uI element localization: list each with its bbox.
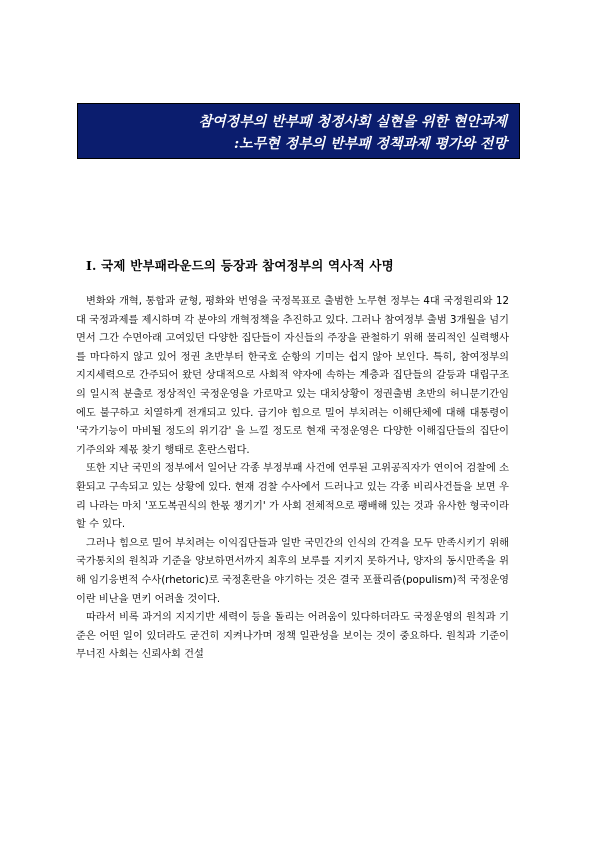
paragraph: 그러나 힘으로 밀어 부치려는 이익집단들과 일반 국민간의 인식의 간격을 모두 만족시키기 위해 국가통치의 원칙과 기준을 양보하면서까지 최후의 보루를 지키지 못하거나, 양자의 동시만족을 위해 임기응변적 수사(rhetoric)로 국정혼란을 야기하는 것은 결국 포퓰리즘(populism)적 국정운영이란 비난을 면키 어려울 것이다. <box>76 537 509 605</box>
title-line-1: 참여정부의 반부패 청정사회 실현을 위한 현안과제 <box>198 114 507 130</box>
section-heading: Ⅰ. 국제 반부패라운드의 등장과 참여정부의 역사적 사명 <box>86 258 394 273</box>
body-text <box>76 293 509 665</box>
paragraph: 또한 지난 국민의 정부에서 일어난 각종 부정부패 사건에 연루된 고위공직자가 연이어 검찰에 소환되고 구속되고 있는 상황에 있다. 현재 검찰 수사에서 드러나고 있는 각종 비리사건들을 보면 우리 나라는 마치 '포도복권식의 한몫 챙기기' 가 사회 전체적으로 팽배해 있는 것과 유사한 형국이라 할 수 있다. <box>76 463 509 531</box>
paragraph: 변화와 개혁, 통합과 균형, 평화와 번영을 국정목표로 출범한 노무현 정부는 4대 국정원리와 12대 국정과제를 제시하며 각 분야의 개혁정책을 추진하고 있다. 그러나 참여정부 출범 3개월을 넘기면서 그간 수면아래 고여있던 다양한 집단들이 자신들의 주장을 관철하기 위해 물리적인 실력행사를 마다하지 않고 있어 정권 초반부터 한국호 순항의 기미는 쉽지 않아 보인다. 특히, 참여정부의 지지세력으로 간주되어 왔던 상대적으로 사회적 약자에 속하는 계층과 집단들의 갈등과 대립구조의 일시적 분출로 정상적인 국정운영을 가로막고 있는 대치상황이 정권출범 초반의 허니문기간임에도 불구하고 치열하게 전개되고 있다. 급기야 힘으로 밀어 부치려는 이해단체에 대해 대통령이 '국가기능이 마비될 정도의 위기감' 을 느낄 정도로 현재 국정운영은 다양한 이해집단들의 집단이기주의와 제몫 찾기 행태로 혼란스럽다. <box>76 296 509 456</box>
title-line-2: :노무현 정부의 반부패 정책과제 평가와 전망 <box>234 136 507 152</box>
title-banner <box>77 103 520 159</box>
paragraph: 따라서 비록 과거의 지지기반 세력이 등을 돌리는 어려움이 있다하더라도 국정운영의 원칙과 기준은 어떤 일이 있더라도 굳건히 지켜나가며 정책 일관성을 보이는 것이 중요하다. 원칙과 기준이 무너진 사회는 신뢰사회 건설 <box>76 612 509 661</box>
